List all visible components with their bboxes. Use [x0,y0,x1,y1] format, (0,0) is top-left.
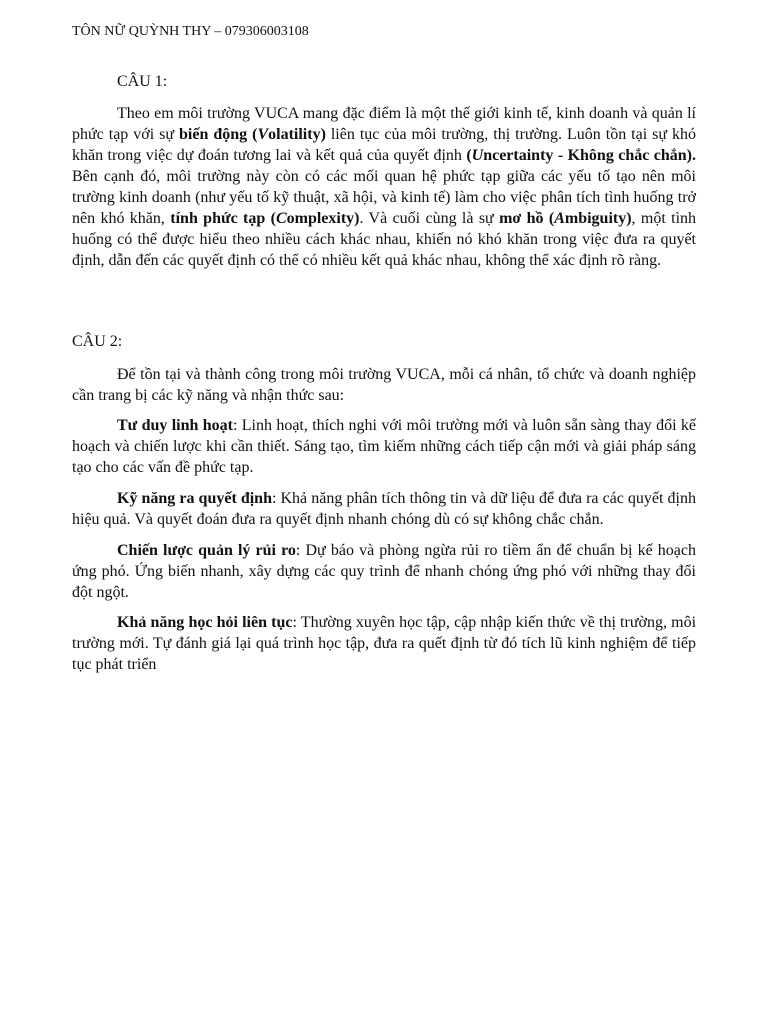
skill-term: Tư duy linh hoạt [117,417,233,434]
uncertainty-term: (Uncertainty - Không chắc chắn). [466,147,696,164]
complexity-term: tính phức tạp (Complexity) [170,210,360,227]
skill-paragraph: Tư duy linh hoạt: Linh hoạt, thích nghi với môi trường mới và luôn sẵn sàng thay đổi kế hoạch và chiến lược khi cần thiết. Sáng tạo, tìm kiếm những cách tiếp cận mới và giải pháp sáng tạo cho các vấn đề phức tạp. [72,417,697,476]
question-2-intro: Để tồn tại và thành công trong môi trường VUCA, mỗi cá nhân, tổ chức và doanh nghiệp cần trang bị các kỹ năng và nhận thức sau: [72,366,696,404]
ambiguity-term: mơ hồ (Ambiguity) [499,210,632,227]
volatility-term: biến động (Volatility) [179,126,326,143]
question-2-title: CÂU 2: [72,333,123,350]
skill-paragraph: Khả năng học hỏi liên tục: Thường xuyên học tập, cập nhập kiến thức về thị trường, môi trường mới. Tự đánh giá lại quá trình học tập, đưa ra quết định từ đó tích lũ kinh nghiệm để tiếp tục phát triển [72,614,697,673]
author-header: TÔN NỮ QUỲNH THY – 079306003108 [72,24,309,39]
question-1-answer: Theo em môi trường VUCA mang đặc điểm là một thế giới kinh tế, kinh doanh và quản lí phức tạp với sự biến động (Volatility) liên tục của môi trường, thị trường. Luôn tồn tại sự khó khăn trong việc dự đoán tương lai và kết quả của quyết định (Uncertainty - Không chắc chắn). Bên cạnh đó, môi trường này còn có các mối quan hệ phức tạp giữa các yếu tố tạo nên môi trường kinh doanh (như yếu tố kỹ thuật, xã hội, và kinh tế) làm cho việc phân tích tình huống trở nên khó khăn, tính phức tạp (Complexity). Và cuối cùng là sự mơ hồ (Ambiguity), một tình huống có thể được hiểu theo nhiều cách khác nhau, khiến nó khó khăn trong việc đưa ra quyết định, dẫn đến các quyết định có thể có nhiều kết quả khác nhau, không thể xác định rõ ràng. [72,105,697,269]
skill-term: Khả năng học hỏi liên tục [117,614,293,631]
skill-paragraph: Kỹ năng ra quyết định: Khả năng phân tích thông tin và dữ liệu để đưa ra các quyết định hiệu quả. Và quyết đoán đưa ra quyết định nhanh chóng dù có sự không chắc chắn. [72,490,696,528]
question-1-title: CÂU 1: [117,73,168,90]
skill-term: Kỹ năng ra quyết định [117,490,272,507]
skill-term: Chiến lược quản lý rủi ro [117,542,296,559]
skill-paragraph: Chiến lược quản lý rủi ro: Dự báo và phòng ngừa rủi ro tiềm ẩn để chuẩn bị kế hoạch ứng phó. Ứng biến nhanh, xây dựng các quy trình để nhanh chóng ứng phó với những thay đổi đột ngột. [72,542,696,601]
